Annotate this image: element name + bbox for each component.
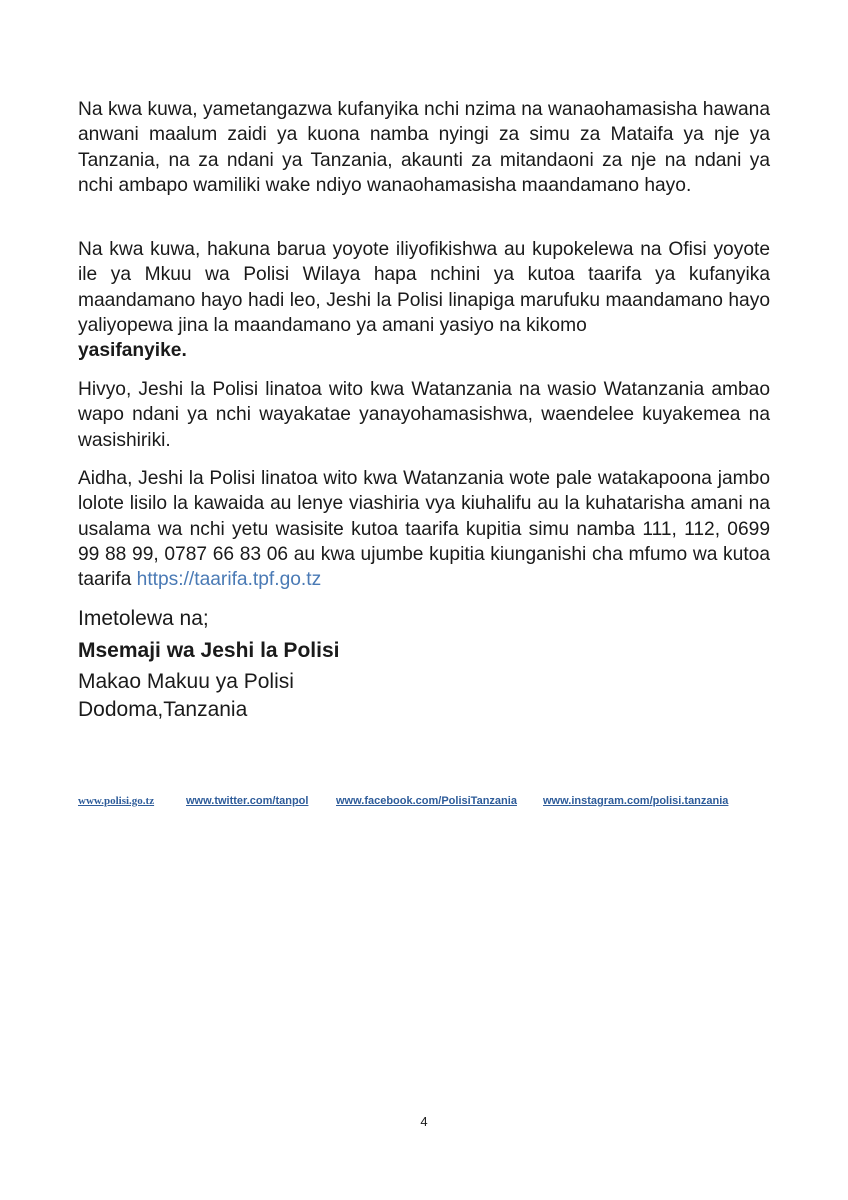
page-number: 4 — [420, 1114, 428, 1129]
paragraph-1 — [78, 97, 770, 198]
footer-link-facebook[interactable]: www.facebook.com/PolisiTanzania — [336, 795, 517, 807]
signature-city: Dodoma,Tanzania — [78, 698, 248, 721]
footer-link-instagram[interactable]: www.instagram.com/polisi.tanzania — [543, 795, 729, 807]
signature-spokesperson: Msemaji wa Jeshi la Polisi — [78, 639, 340, 662]
paragraph-3 — [78, 377, 770, 453]
paragraph-1-text: Na kwa kuwa, yametangazwa kufanyika nchi nzima na wanaohamasisha hawana anwani maalum zaidi ya kuona namba nyingi za simu za Mataifa ya nje ya Tanzania, na za ndani ya Tanzania, akaunti za mitandaoni za nje na ndani ya nchi ambapo wamiliki wake ndiyo wanaohamasisha maandamano hayo. — [78, 99, 770, 196]
paragraph-4 — [78, 466, 770, 592]
footer-link-twitter[interactable]: www.twitter.com/tanpol — [186, 795, 309, 807]
paragraph-3-text: Hivyo, Jeshi la Polisi linatoa wito kwa Watanzania na wasio Watanzania ambao wapo ndani ya nchi wayakatae yanayohamasishwa, waendelee kuyakemea na wasishiriki. — [78, 379, 770, 451]
signature-headquarters: Makao Makuu ya Polisi — [78, 670, 294, 693]
paragraph-4-text: Aidha, Jeshi la Polisi linatoa wito kwa Watanzania wote pale watakapoona jambo lolote lisilo la kawaida au lenye viashiria vya kiuhalifu au la kuhatarisha amani na usalama wa nchi yetu wasisite kutoa taarifa kupitia simu namba 111, 112, 0699 99 88 99, 0787 66 83 06 au kwa ujumbe kupitia kiunganishi cha mfumo wa kutoa taarifa — [78, 468, 770, 591]
signature-issued-by: Imetolewa na; — [78, 607, 209, 630]
paragraph-2-bold-ending: yasifanyike. — [78, 340, 187, 362]
taarifa-link[interactable]: https://taarifa.tpf.go.tz — [136, 569, 322, 591]
footer-link-website[interactable]: www.polisi.go.tz — [78, 795, 155, 807]
paragraph-2-text: Na kwa kuwa, hakuna barua yoyote iliyofikishwa au kupokelewa na Ofisi yoyote ile ya Mkuu wa Polisi Wilaya hapa nchini ya kutoa taarifa ya kufanyika maandamano hayo hadi leo, Jeshi la Polisi linapiga marufuku maandamano hayo yaliyopewa jina la maandamano ya amani yasiyo na kikomo — [78, 239, 770, 336]
paragraph-2 — [78, 237, 770, 363]
